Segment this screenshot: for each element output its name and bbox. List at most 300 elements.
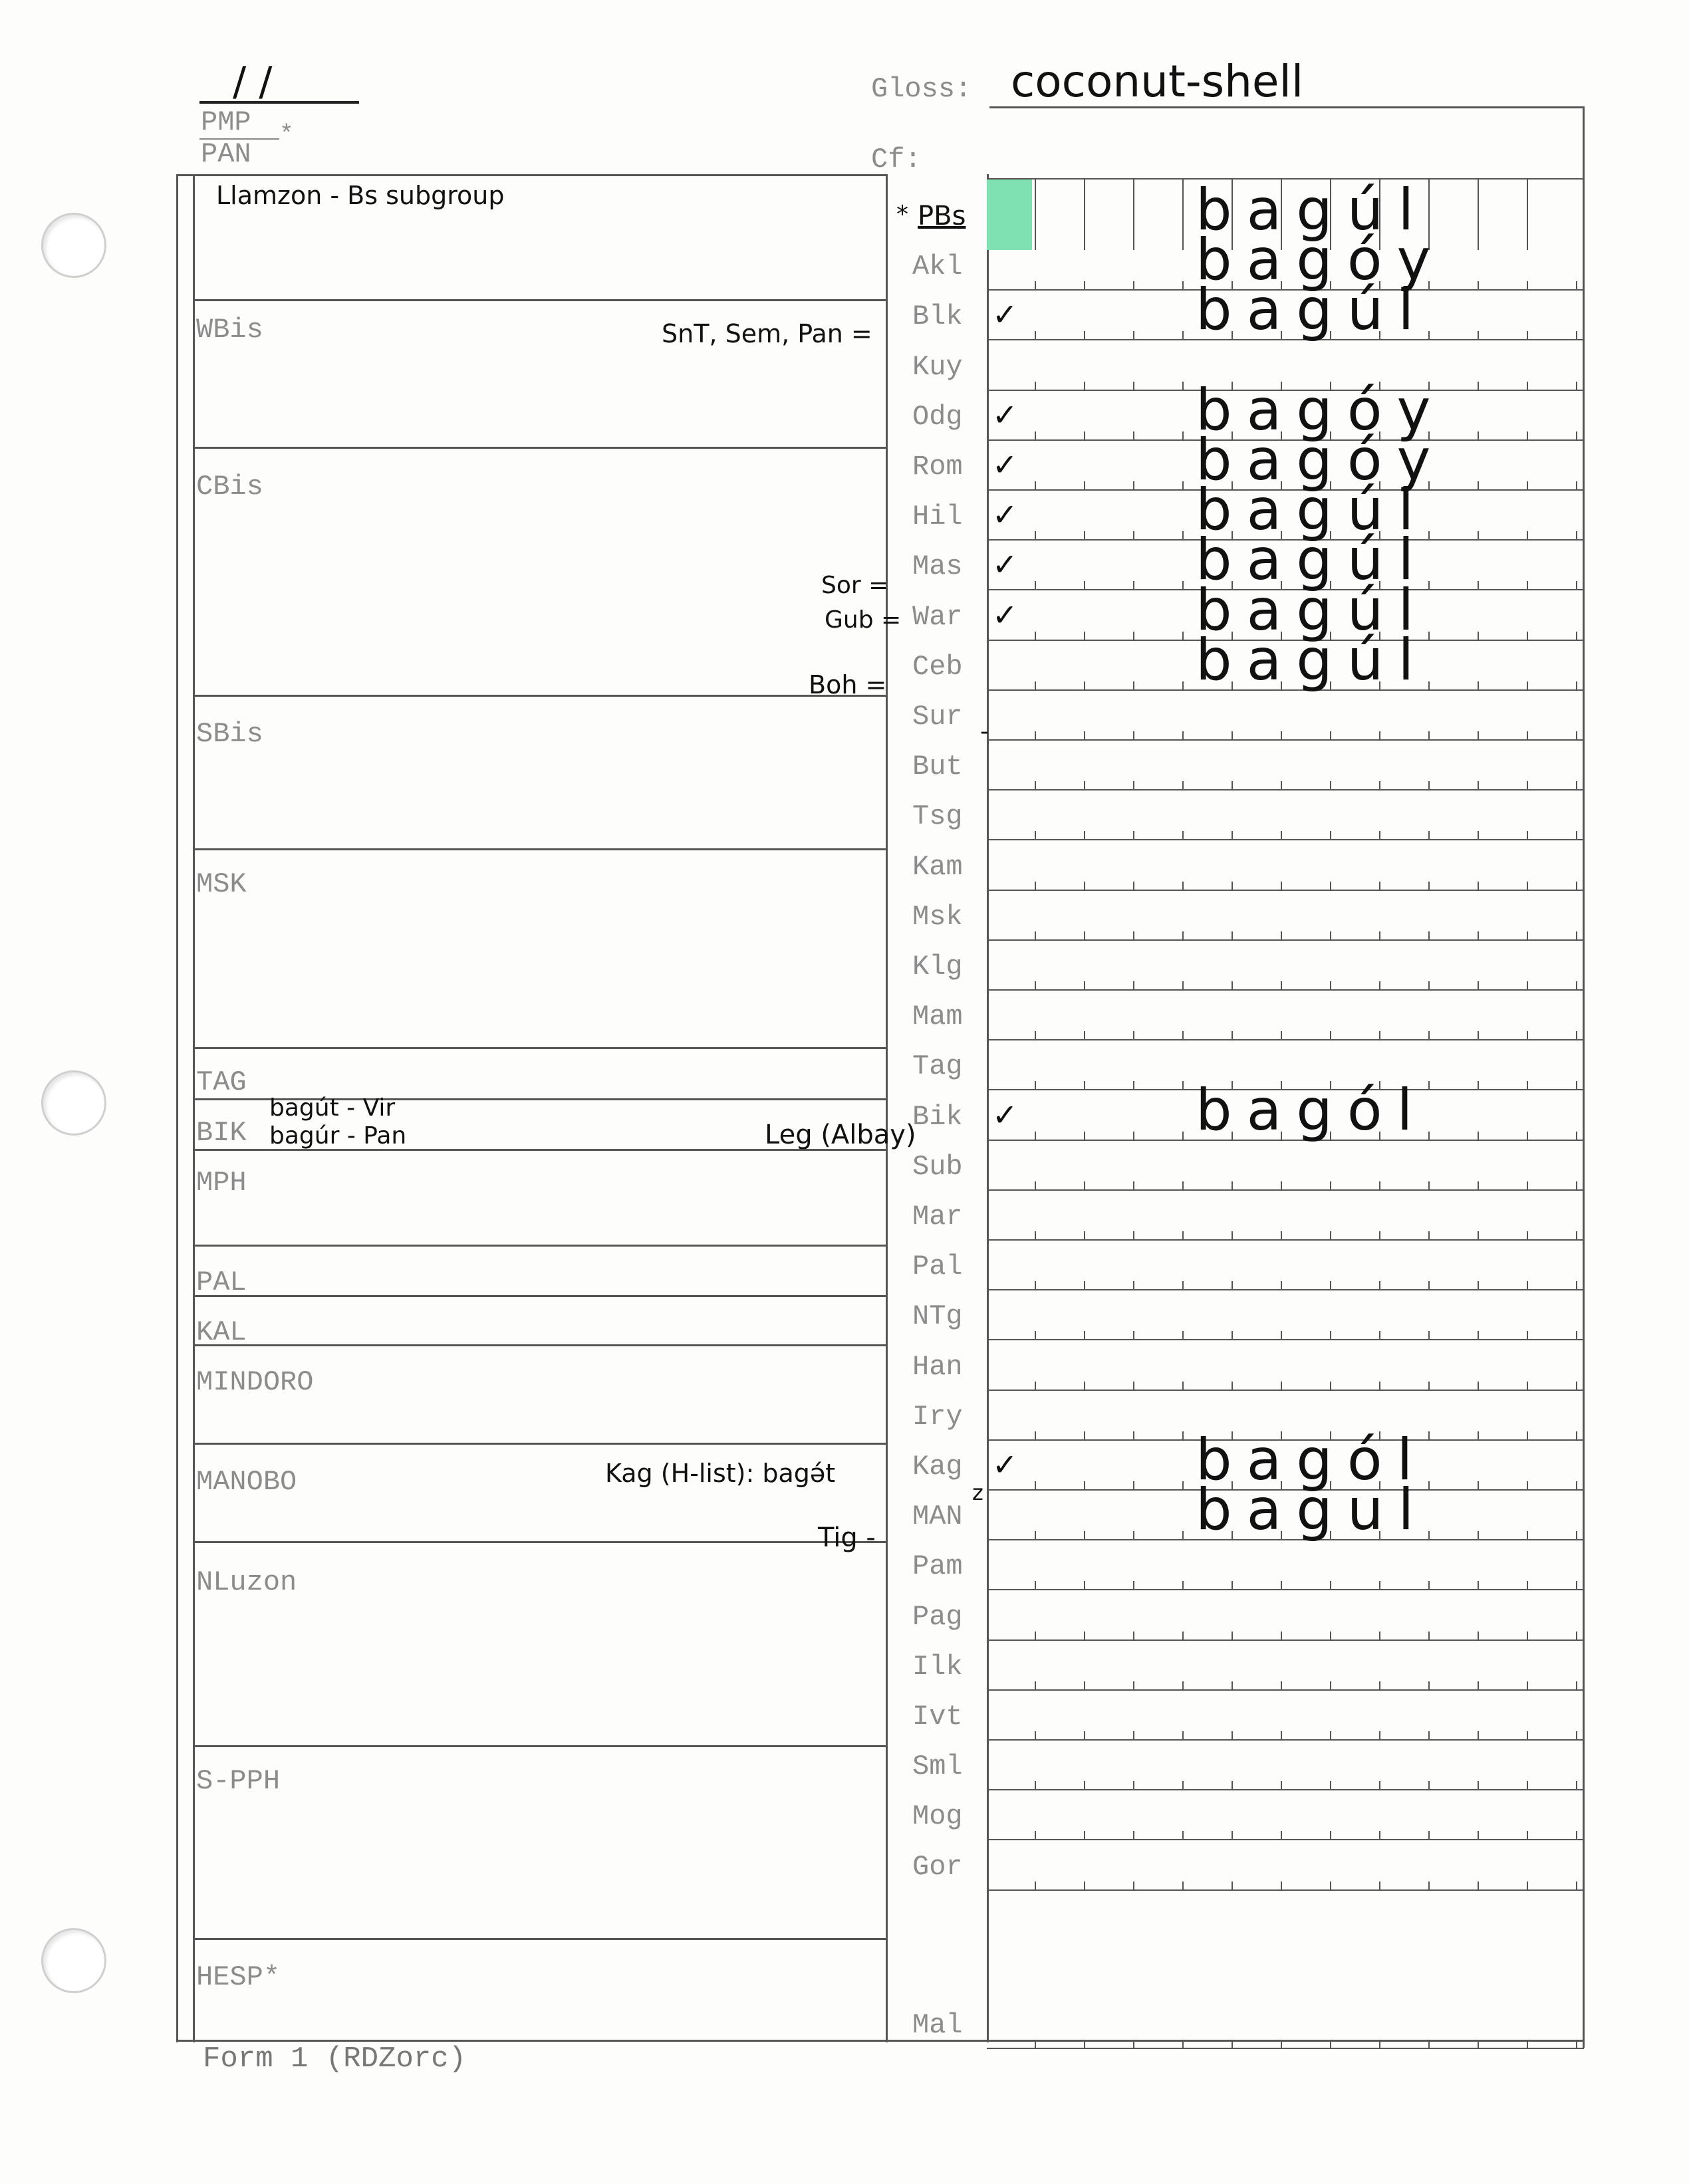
check-mark: ✓: [992, 297, 1018, 333]
cognate-form: bagúl: [1196, 177, 1429, 243]
row-tick: [1428, 1831, 1430, 1839]
language-code: Kuy: [912, 350, 963, 383]
row-tick: [1379, 1581, 1380, 1589]
row-tick: [1035, 431, 1036, 439]
row-tick: [1035, 281, 1036, 289]
row-tick: [1035, 1331, 1036, 1339]
row-tick: [1330, 1281, 1331, 1289]
grid-cell: [1478, 178, 1528, 250]
row-tick: [1035, 481, 1036, 489]
row-tick: [1527, 1031, 1528, 1039]
row-tick: [1428, 1731, 1430, 1739]
row-tick: [1182, 1781, 1184, 1789]
row-tick: [1478, 1331, 1479, 1339]
language-code: Pag: [912, 1600, 963, 1633]
row-tick: [1428, 331, 1430, 339]
row-tick: [1428, 2040, 1430, 2048]
language-code: Klg: [912, 951, 963, 983]
row-tick: [1084, 632, 1085, 640]
row-tick: [1428, 681, 1430, 689]
row-tick: [1576, 531, 1577, 539]
row-tick: [1428, 731, 1430, 739]
row-tick: [1281, 1281, 1282, 1289]
cognate-form: bagóy: [1196, 427, 1446, 493]
row-tick: [1232, 1881, 1233, 1889]
row-tick: [1478, 1281, 1479, 1289]
language-code: Mam: [912, 1001, 963, 1033]
row-tick: [1035, 1081, 1036, 1089]
row-tick: [1576, 1531, 1577, 1539]
language-code: PBs: [918, 201, 966, 231]
language-code: Ceb: [912, 650, 963, 683]
row-tick: [1527, 1181, 1528, 1189]
row-tick: [1035, 331, 1036, 339]
row-tick: [1035, 1881, 1036, 1889]
row-tick: [1084, 731, 1085, 739]
row-tick: [1182, 1181, 1184, 1189]
row-tick: [1182, 731, 1184, 739]
row-tick: [1281, 931, 1282, 939]
row-tick: [1232, 2040, 1233, 2048]
row-tick: [1576, 1431, 1577, 1439]
row-tick: [1527, 831, 1528, 839]
row-tick: [1478, 1382, 1479, 1390]
row-tick: [1478, 1681, 1479, 1689]
cognate-form: bagúl: [1196, 277, 1429, 344]
row-tick: [1576, 2040, 1577, 2048]
language-code: NTg: [912, 1300, 963, 1333]
row-tick: [1281, 1881, 1282, 1889]
row-tick: [1133, 2040, 1134, 2048]
group-label-cbis: CBis: [196, 471, 263, 503]
row-tick: [1084, 481, 1085, 489]
row-tick: [1084, 1431, 1085, 1439]
row-tick: [1576, 1581, 1577, 1589]
row-tick: [1527, 1081, 1528, 1089]
row-tick: [1527, 1382, 1528, 1390]
row-tick: [1428, 1231, 1430, 1239]
row-tick: [1232, 1581, 1233, 1589]
row-tick: [1084, 882, 1085, 890]
row-tick: [1182, 681, 1184, 689]
row-tick: [1084, 1382, 1085, 1390]
check-mark: ✓: [992, 1447, 1018, 1483]
row-tick: [1527, 681, 1528, 689]
row-tick: [1428, 632, 1430, 640]
row-line: [987, 1639, 1584, 1641]
row-tick: [1133, 1382, 1134, 1390]
row-tick: [1182, 1431, 1184, 1439]
row-tick: [1428, 781, 1430, 789]
row-tick: [1478, 681, 1479, 689]
row-tick: [1182, 882, 1184, 890]
row-tick: [1084, 1881, 1085, 1889]
row-tick: [1478, 1581, 1479, 1589]
row-tick: [1330, 731, 1331, 739]
group-label-kal: KAL: [196, 1316, 247, 1348]
row-tick: [1133, 632, 1134, 640]
row-tick: [1428, 981, 1430, 989]
row-tick: [1428, 581, 1430, 589]
row-tick: [1478, 2040, 1479, 2048]
note-kag-z: z: [972, 1480, 983, 1505]
row-tick: [1379, 1281, 1380, 1289]
row-tick: [1527, 1881, 1528, 1889]
row-tick: [1035, 731, 1036, 739]
row-tick: [1330, 1181, 1331, 1189]
row-tick: [1232, 1231, 1233, 1239]
note-gub: Gub =: [825, 606, 902, 634]
language-code: Ivt: [912, 1701, 963, 1733]
row-tick: [1478, 581, 1479, 589]
row-tick: [1478, 281, 1479, 289]
row-tick: [1232, 1281, 1233, 1289]
group-label-sbis: SBis: [196, 718, 263, 750]
row-tick: [1576, 1881, 1577, 1889]
row-tick: [1576, 731, 1577, 739]
pan-label: PAN: [201, 138, 251, 170]
row-tick: [1182, 1531, 1184, 1539]
row-tick: [1527, 1731, 1528, 1739]
row-tick: [1232, 1831, 1233, 1839]
row-tick: [1182, 1581, 1184, 1589]
row-tick: [1478, 331, 1479, 339]
language-code: Pal: [912, 1251, 963, 1283]
row-tick: [1478, 831, 1479, 839]
grid-cell: [1035, 178, 1085, 250]
row-tick: [1428, 1481, 1430, 1489]
check-mark: ✓: [992, 396, 1018, 433]
row-tick: [1330, 1231, 1331, 1239]
row-line: [987, 890, 1584, 891]
row-tick: [1527, 481, 1528, 489]
language-code: Kag: [912, 1451, 963, 1483]
row-tick: [1576, 1231, 1577, 1239]
group-separator: [193, 1295, 886, 1297]
row-tick: [1379, 731, 1380, 739]
row-tick: [1133, 581, 1134, 589]
date-underline: [199, 101, 359, 104]
row-tick: [1281, 1731, 1282, 1739]
cognate-form: bagúl: [1196, 527, 1429, 594]
row-tick: [1133, 1181, 1134, 1189]
row-tick: [1379, 781, 1380, 789]
row-tick: [1084, 2040, 1085, 2048]
row-tick: [1527, 431, 1528, 439]
row-tick: [1182, 1831, 1184, 1839]
language-code: Tag: [912, 1050, 963, 1083]
row-tick: [1133, 481, 1134, 489]
row-line: [987, 1189, 1584, 1191]
row-tick: [1084, 1681, 1085, 1689]
row-tick: [1576, 331, 1577, 339]
row-tick: [1379, 1031, 1380, 1039]
gloss-label: Gloss:: [871, 73, 972, 105]
row-tick: [1133, 981, 1134, 989]
row-line: [987, 1239, 1584, 1241]
group-separator: [193, 848, 886, 850]
row-line: [987, 989, 1584, 991]
row-tick: [1084, 831, 1085, 839]
row-tick: [1330, 931, 1331, 939]
row-tick: [1035, 1231, 1036, 1239]
row-tick: [1035, 382, 1036, 390]
row-line: [987, 839, 1584, 840]
row-tick: [1379, 1831, 1380, 1839]
language-code: Iry: [912, 1400, 963, 1433]
row-line: [987, 939, 1584, 941]
bik-note-vir: bagút - Vir: [269, 1094, 396, 1122]
language-code: Ilk: [912, 1650, 963, 1683]
row-tick: [1035, 1681, 1036, 1689]
row-tick: [1084, 382, 1085, 390]
row-tick: [1478, 1781, 1479, 1789]
row-tick: [1182, 331, 1184, 339]
row-tick: [1084, 1181, 1085, 1189]
language-code: Mal: [912, 2009, 963, 2041]
row-tick: [1527, 331, 1528, 339]
language-code: But: [912, 751, 963, 783]
row-tick: [1527, 1431, 1528, 1439]
row-tick: [1428, 1382, 1430, 1390]
row-tick: [1428, 1281, 1430, 1289]
row-tick: [1379, 981, 1380, 989]
row-tick: [1133, 1031, 1134, 1039]
row-tick: [1428, 1781, 1430, 1789]
row-tick: [1330, 1881, 1331, 1889]
row-tick: [1478, 1431, 1479, 1439]
group-label-pal: PAL: [196, 1267, 247, 1298]
row-tick: [1527, 1331, 1528, 1339]
row-tick: [1182, 981, 1184, 989]
note-sur-dash: -: [980, 718, 989, 745]
row-tick: [1133, 281, 1134, 289]
row-tick: [1281, 1331, 1282, 1339]
row-tick: [1232, 1681, 1233, 1689]
row-tick: [1576, 831, 1577, 839]
row-tick: [1281, 1681, 1282, 1689]
row-tick: [1133, 781, 1134, 789]
row-tick: [1232, 1632, 1233, 1639]
highlight-cell: [987, 178, 1032, 250]
row-tick: [1527, 2040, 1528, 2048]
row-tick: [1478, 1081, 1479, 1089]
group-separator: [193, 299, 886, 301]
row-tick: [1576, 1632, 1577, 1639]
right-border: [1583, 106, 1585, 2048]
row-tick: [1232, 831, 1233, 839]
row-tick: [1330, 831, 1331, 839]
row-tick: [1035, 581, 1036, 589]
row-tick: [1035, 2040, 1036, 2048]
row-tick: [1527, 1132, 1528, 1140]
grid-left-edge: [987, 174, 989, 2042]
language-code: Gor: [912, 1850, 963, 1883]
row-tick: [1379, 1181, 1380, 1189]
group-separator: [193, 1541, 886, 1543]
form-bottom-line: [176, 2040, 1583, 2042]
language-code: Sub: [912, 1150, 963, 1183]
row-tick: [1330, 1731, 1331, 1739]
row-tick: [1035, 1481, 1036, 1489]
language-code: War: [912, 600, 963, 633]
language-code: Tsg: [912, 800, 963, 833]
row-tick: [1330, 2040, 1331, 2048]
group-separator: [193, 1745, 886, 1747]
row-tick: [1428, 1431, 1430, 1439]
row-tick: [1084, 981, 1085, 989]
row-tick: [1035, 632, 1036, 640]
row-tick: [1182, 531, 1184, 539]
row-line: [987, 1789, 1584, 1790]
row-tick: [1133, 331, 1134, 339]
row-tick: [1084, 1632, 1085, 1639]
note-boh: Boh =: [809, 670, 887, 699]
row-tick: [1281, 1831, 1282, 1839]
row-tick: [1182, 1031, 1184, 1039]
row-tick: [1527, 531, 1528, 539]
row-line: [987, 2048, 1584, 2049]
row-tick: [1281, 1231, 1282, 1239]
row-tick: [1232, 1731, 1233, 1739]
row-tick: [1035, 1181, 1036, 1189]
gloss-value: coconut-shell: [1011, 56, 1304, 107]
row-tick: [1527, 632, 1528, 640]
row-tick: [1182, 1481, 1184, 1489]
row-tick: [1428, 1632, 1430, 1639]
row-tick: [1428, 1181, 1430, 1189]
row-tick: [1428, 1031, 1430, 1039]
row-tick: [1576, 1481, 1577, 1489]
row-tick: [1182, 1132, 1184, 1140]
row-tick: [1084, 1081, 1085, 1089]
pmp-label: PMP: [201, 106, 251, 138]
row-tick: [1576, 1382, 1577, 1390]
row-tick: [1281, 1181, 1282, 1189]
row-tick: [1182, 781, 1184, 789]
row-tick: [1330, 1382, 1331, 1390]
row-tick: [1576, 581, 1577, 589]
row-tick: [1330, 1781, 1331, 1789]
row-tick: [1478, 1731, 1479, 1739]
row-tick: [1330, 1831, 1331, 1839]
row-tick: [1084, 1031, 1085, 1039]
row-tick: [1478, 882, 1479, 890]
check-mark: ✓: [992, 447, 1018, 483]
left-panel-inner-edge: [193, 174, 195, 2042]
check-mark: ✓: [992, 497, 1018, 533]
row-tick: [1084, 1132, 1085, 1140]
row-tick: [1084, 1281, 1085, 1289]
row-tick: [1478, 1031, 1479, 1039]
row-tick: [1133, 1781, 1134, 1789]
row-tick: [1035, 1031, 1036, 1039]
row-tick: [1478, 382, 1479, 390]
row-tick: [1182, 1081, 1184, 1089]
row-tick: [1576, 1681, 1577, 1689]
row-line: [987, 1839, 1584, 1840]
row-tick: [1576, 1281, 1577, 1289]
row-tick: [1035, 882, 1036, 890]
row-tick: [1527, 1481, 1528, 1489]
row-tick: [1478, 1181, 1479, 1189]
left-panel-top: [176, 174, 888, 176]
language-code: Akl: [912, 251, 963, 283]
row-tick: [1576, 632, 1577, 640]
language-code: Mar: [912, 1201, 963, 1233]
row-tick: [1330, 781, 1331, 789]
row-tick: [1084, 581, 1085, 589]
group-label-mindoro: MINDORO: [196, 1366, 314, 1398]
check-mark: ✓: [992, 596, 1018, 633]
row-tick: [1084, 431, 1085, 439]
row-tick: [1035, 1831, 1036, 1839]
row-tick: [1379, 831, 1380, 839]
row-tick: [1478, 1831, 1479, 1839]
binder-hole: [41, 1928, 106, 1993]
row-tick: [1035, 981, 1036, 989]
row-tick: [1478, 781, 1479, 789]
row-tick: [1182, 281, 1184, 289]
cognate-form: bagul: [1196, 1477, 1429, 1544]
row-tick: [1527, 931, 1528, 939]
row-tick: [1478, 632, 1479, 640]
row-tick: [1035, 681, 1036, 689]
row-tick: [1576, 1132, 1577, 1140]
row-tick: [1478, 981, 1479, 989]
row-tick: [1576, 281, 1577, 289]
cognate-form: bagúl: [1196, 477, 1429, 544]
row-tick: [1478, 1632, 1479, 1639]
row-tick: [1527, 731, 1528, 739]
row-tick: [1576, 1731, 1577, 1739]
binder-hole: [41, 1070, 106, 1136]
row-tick: [1576, 1781, 1577, 1789]
row-tick: [1133, 831, 1134, 839]
row-tick: [1428, 1681, 1430, 1689]
row-tick: [1478, 431, 1479, 439]
row-tick: [1232, 1181, 1233, 1189]
cognate-form: bagúl: [1196, 626, 1429, 693]
row-tick: [1182, 1231, 1184, 1239]
row-tick: [1084, 1831, 1085, 1839]
language-code: Odg: [912, 400, 963, 433]
row-tick: [1281, 882, 1282, 890]
group-separator: [193, 1443, 886, 1445]
language-code: Sur: [912, 701, 963, 733]
row-tick: [1133, 431, 1134, 439]
row-tick: [1576, 1181, 1577, 1189]
row-tick: [1576, 1331, 1577, 1339]
row-tick: [1281, 1031, 1282, 1039]
row-tick: [1182, 1731, 1184, 1739]
row-tick: [1379, 1632, 1380, 1639]
row-tick: [1330, 882, 1331, 890]
row-tick: [1182, 831, 1184, 839]
row-tick: [1133, 1831, 1134, 1839]
cognate-form: bagóy: [1196, 376, 1446, 443]
row-tick: [1478, 1481, 1479, 1489]
row-tick: [1428, 1531, 1430, 1539]
binder-hole: [41, 213, 106, 278]
row-tick: [1576, 931, 1577, 939]
row-tick: [1478, 731, 1479, 739]
row-tick: [1084, 531, 1085, 539]
note-blk-variants: SnT, Sem, Pan =: [662, 319, 872, 348]
row-tick: [1527, 382, 1528, 390]
language-code: Pam: [912, 1550, 963, 1583]
row-tick: [1182, 1281, 1184, 1289]
